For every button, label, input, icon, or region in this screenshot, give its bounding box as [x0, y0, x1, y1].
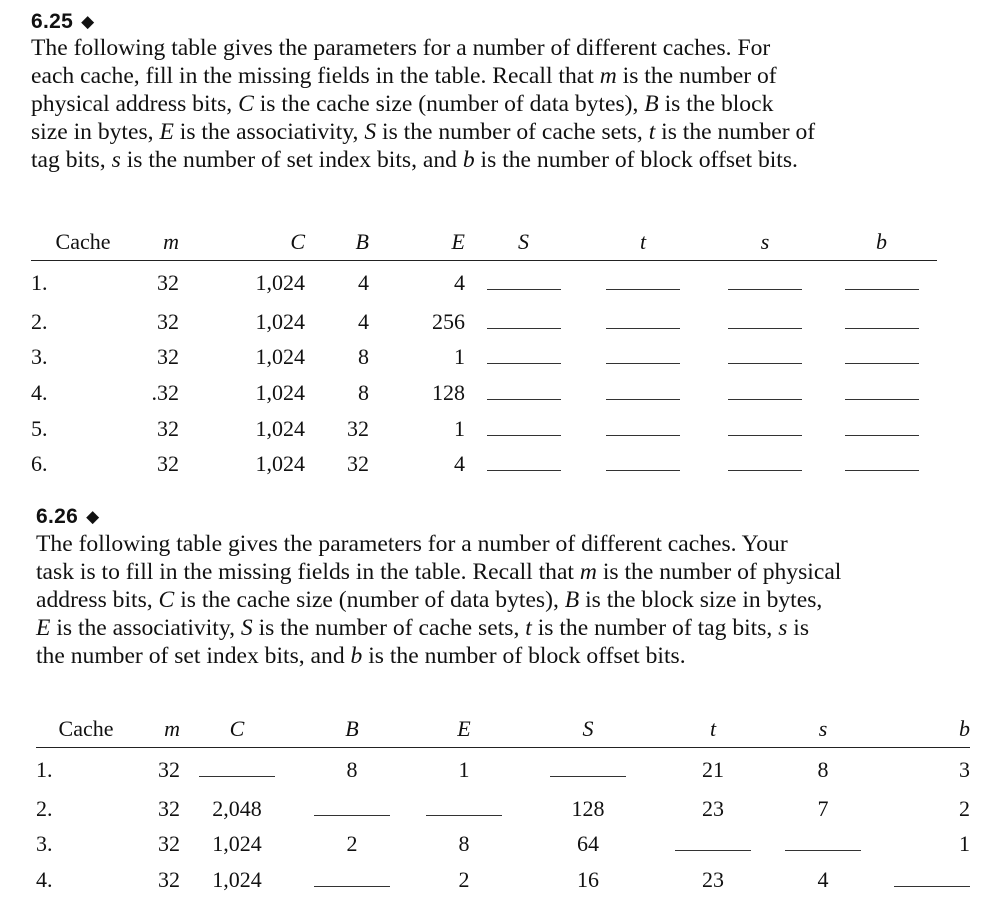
header-b: b [878, 711, 970, 748]
answer-blank-S[interactable] [465, 304, 582, 340]
description-line: task is to fill in the missing fields in the table. Recall that m is the number of physical [36, 559, 842, 585]
cell-b: 2 [959, 795, 970, 821]
cell-C: 1,024 [255, 415, 305, 441]
description-line: E is the associativity, S is the number of cache sets, t is the number of tag bits, s is [36, 615, 810, 641]
answer-blank-b[interactable] [826, 446, 937, 482]
cell-B: 8 [358, 344, 369, 370]
cell-cache: 4. [36, 867, 53, 893]
cell-E: 128 [432, 380, 465, 406]
header-m: m [136, 711, 180, 748]
cell-b: 3 [959, 756, 970, 782]
answer-blank-S[interactable] [518, 748, 658, 792]
problem-number [36, 505, 99, 529]
table-header-row [31, 224, 937, 261]
answer-blank-s[interactable] [704, 304, 826, 340]
cell-E: 4 [454, 451, 465, 477]
cell-E: 256 [432, 308, 465, 334]
cell-cache: 6. [31, 451, 48, 477]
diamond-icon: ◆ [81, 12, 95, 31]
cell-t: 23 [702, 795, 724, 821]
table-header-row [36, 711, 970, 748]
answer-blank-s[interactable] [768, 827, 878, 863]
header-B: B [294, 711, 410, 748]
cell-C: 2,048 [212, 795, 262, 821]
answer-blank-b[interactable] [826, 340, 937, 376]
answer-blank-t[interactable] [582, 261, 704, 305]
cell-B: 8 [346, 756, 358, 782]
cell-B: 4 [358, 308, 369, 334]
table-row [36, 827, 970, 863]
cell-E: 2 [458, 867, 470, 893]
cache-parameter-table [31, 224, 937, 482]
answer-blank-S[interactable] [465, 340, 582, 376]
cell-m: 32 [158, 756, 180, 782]
header-C: C [179, 224, 305, 261]
description-line: physical address bits, C is the cache size (number of data bytes), B is the block [31, 91, 774, 117]
cell-E: 1 [458, 756, 470, 782]
cell-cache: 2. [36, 795, 53, 821]
cell-B: 2 [346, 831, 358, 857]
cell-b: 1 [959, 831, 970, 857]
header-E: E [410, 711, 518, 748]
header-cache: Cache [31, 224, 135, 261]
answer-blank-s[interactable] [704, 340, 826, 376]
cell-S: 64 [577, 831, 599, 857]
cell-m: 32 [157, 344, 179, 370]
answer-blank-B[interactable] [294, 862, 410, 898]
answer-blank-b[interactable] [878, 862, 970, 898]
cell-C: 1,024 [212, 867, 262, 893]
answer-blank-b[interactable] [826, 304, 937, 340]
cell-C: 1,024 [212, 831, 262, 857]
table-row [31, 411, 937, 447]
header-E: E [369, 224, 465, 261]
header-s: s [704, 224, 826, 261]
answer-blank-b[interactable] [826, 375, 937, 411]
answer-blank-S[interactable] [465, 446, 582, 482]
header-t: t [582, 224, 704, 261]
header-s: s [768, 711, 878, 748]
answer-blank-t[interactable] [582, 446, 704, 482]
description-line: tag bits, s is the number of set index bits, and b is the number of block offset bits. [31, 147, 798, 173]
problem-number-label: 6.26 [36, 505, 79, 528]
cell-E: 1 [454, 344, 465, 370]
cell-C: 1,024 [255, 269, 305, 295]
description-line: the number of set index bits, and b is the number of block offset bits. [36, 643, 686, 669]
cell-cache: 3. [36, 831, 53, 857]
cell-S: 16 [577, 867, 599, 893]
cell-cache: 4. [31, 380, 48, 406]
answer-blank-S[interactable] [465, 261, 582, 305]
table-row [36, 791, 970, 827]
cell-cache: 1. [36, 756, 53, 782]
cell-m: 32 [157, 451, 179, 477]
description-line: address bits, C is the cache size (number of data bytes), B is the block size in bytes, [36, 587, 823, 613]
answer-blank-t[interactable] [582, 340, 704, 376]
cell-E: 4 [454, 269, 465, 295]
description-line: The following table gives the parameters for a number of different caches. Your [36, 531, 788, 557]
answer-blank-B[interactable] [294, 791, 410, 827]
header-b: b [826, 224, 937, 261]
answer-blank-t[interactable] [658, 827, 768, 863]
header-t: t [658, 711, 768, 748]
cell-s: 4 [817, 867, 829, 893]
answer-blank-E[interactable] [410, 791, 518, 827]
header-cache: Cache [36, 711, 136, 748]
problem-description [31, 34, 961, 174]
cell-cache: 5. [31, 415, 48, 441]
header-S: S [518, 711, 658, 748]
answer-blank-C[interactable] [180, 748, 294, 792]
cell-m: .32 [151, 380, 179, 406]
cell-s: 7 [817, 795, 829, 821]
cell-E: 1 [454, 415, 465, 441]
cache-parameter-table [36, 711, 970, 898]
cell-m: 32 [158, 795, 180, 821]
answer-blank-b[interactable] [826, 261, 937, 305]
cell-cache: 2. [31, 308, 48, 334]
cell-m: 32 [158, 867, 180, 893]
table-row [36, 862, 970, 898]
cell-B: 32 [347, 451, 369, 477]
cell-m: 32 [158, 831, 180, 857]
cell-C: 1,024 [255, 380, 305, 406]
cell-cache: 1. [31, 269, 48, 295]
cell-C: 1,024 [255, 451, 305, 477]
cell-B: 32 [347, 415, 369, 441]
problem-description [36, 530, 966, 670]
answer-blank-s[interactable] [704, 446, 826, 482]
cell-E: 8 [458, 831, 470, 857]
cell-m: 32 [157, 269, 179, 295]
header-C: C [180, 711, 294, 748]
problem-number-label: 6.25 [31, 10, 74, 33]
cell-cache: 3. [31, 344, 48, 370]
table-row [36, 748, 970, 792]
cell-S: 128 [571, 795, 605, 821]
answer-blank-S[interactable] [465, 411, 582, 447]
header-B: B [305, 224, 369, 261]
table-row [31, 340, 937, 376]
answer-blank-t[interactable] [582, 375, 704, 411]
table-row [31, 446, 937, 482]
description-line: size in bytes, E is the associativity, S is the number of cache sets, t is the number of [31, 119, 816, 145]
cell-B: 4 [358, 269, 369, 295]
cell-C: 1,024 [255, 308, 305, 334]
answer-blank-b[interactable] [826, 411, 937, 447]
answer-blank-s[interactable] [704, 411, 826, 447]
answer-blank-t[interactable] [582, 411, 704, 447]
table-row [31, 261, 937, 305]
cell-s: 8 [817, 756, 829, 782]
answer-blank-t[interactable] [582, 304, 704, 340]
answer-blank-S[interactable] [465, 375, 582, 411]
answer-blank-s[interactable] [704, 375, 826, 411]
diamond-icon: ◆ [86, 507, 100, 526]
header-m: m [135, 224, 179, 261]
description-line: each cache, fill in the missing fields in the table. Recall that m is the number of [31, 63, 777, 89]
cell-t: 21 [702, 756, 724, 782]
table-row [31, 304, 937, 340]
table-row [31, 375, 937, 411]
cell-B: 8 [358, 380, 369, 406]
problem-number [31, 10, 94, 34]
description-line: The following table gives the parameters for a number of different caches. For [31, 35, 771, 61]
answer-blank-s[interactable] [704, 261, 826, 305]
cell-C: 1,024 [255, 344, 305, 370]
cell-t: 23 [702, 867, 724, 893]
cell-m: 32 [157, 415, 179, 441]
header-S: S [465, 224, 582, 261]
cell-m: 32 [157, 308, 179, 334]
